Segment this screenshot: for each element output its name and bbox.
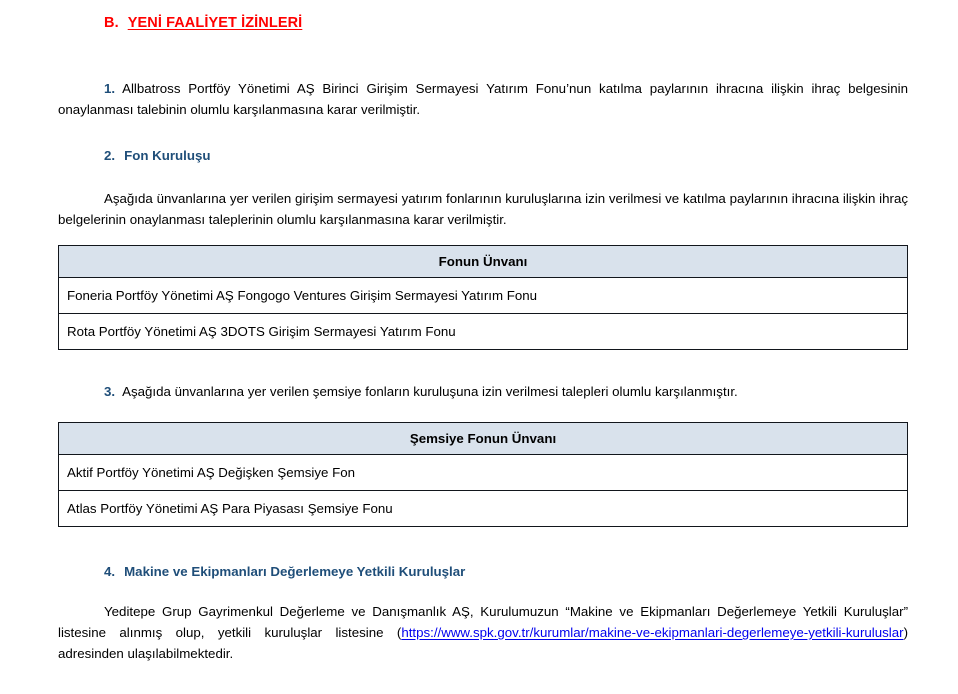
final-paragraph-text-after-link: ) adresinden ulaşılabilmektedir.: [58, 625, 908, 661]
item-text-3: Aşağıda ünvanlarına yer verilen şemsiye fonların kuruluşuna izin verilmesi talepleri olumlu karşılanmıştır.: [122, 384, 738, 399]
item-text-1: Allbatross Portföy Yönetimi AŞ Birinci Girişim Sermayesi Yatırım Fonu’nun katılma paylarının ihracına ilişkin ihraç belgesinin onaylanması talebinin olumlu karşılanmasına karar verilmiştir.: [58, 81, 908, 117]
final-paragraph-text-before-link: Yeditepe Grup Gayrimenkul Değerleme ve Danışmanlık AŞ, Kurulumuzun “Makine ve Ekipmanları Değerlemeye Yetkili Kuruluşlar” listesine alınmış olup, yetkili kuruluşlar listesine (: [58, 604, 908, 640]
item-number-2: 2.: [104, 148, 116, 163]
paragraph-item-4: [58, 601, 908, 664]
paragraph-item-3: [58, 381, 908, 402]
section-heading: [104, 15, 302, 31]
table-cell: Aktif Portföy Yönetimi AŞ Değişken Şemsiye Fon: [59, 455, 908, 491]
table-header-cell: Şemsiye Fonun Ünvanı: [59, 423, 908, 455]
item-number-3: 3.: [104, 384, 116, 399]
table-cell: Rota Portföy Yönetimi AŞ 3DOTS Girişim Sermayesi Yatırım Fonu: [59, 314, 908, 350]
table-row: [59, 491, 908, 527]
sub-heading-item-4: [104, 564, 465, 579]
table-header-cell: Fonun Ünvanı: [59, 246, 908, 278]
section-title: YENİ FAALİYET İZİNLERİ: [127, 15, 303, 31]
item-heading-4: Makine ve Ekipmanları Değerlemeye Yetkili Kuruluşlar: [124, 564, 466, 579]
table-semsiye-fonun-unvani: [58, 422, 908, 527]
table-row: [59, 455, 908, 491]
table-header-row: [59, 246, 908, 278]
table-fonun-unvani: [58, 245, 908, 350]
item-heading-2: Fon Kuruluşu: [124, 148, 211, 163]
spk-kurumlar-link[interactable]: https://www.spk.gov.tr/kurumlar/makine-ve-ekipmanlari-degerlemeye-yetkili-kuruluslar: [401, 625, 904, 640]
table-cell: Atlas Portföy Yönetimi AŞ Para Piyasası Şemsiye Fonu: [59, 491, 908, 527]
sub-heading-item-2: [104, 148, 211, 163]
table-row: [59, 314, 908, 350]
paragraph-item-2: [58, 188, 908, 230]
table-row: [59, 278, 908, 314]
section-letter: B.: [104, 15, 119, 31]
table-header-row: [59, 423, 908, 455]
paragraph-item-1: [58, 78, 908, 120]
item-text-2: Aşağıda ünvanlarına yer verilen girişim sermayesi yatırım fonlarının kuruluşlarına izin verilmesi ve katılma paylarının ihracına ilişkin ihraç belgelerinin onaylanması taleplerinin olumlu karşılanmasına karar verilmiştir.: [58, 191, 908, 227]
table-cell: Foneria Portföy Yönetimi AŞ Fongogo Ventures Girişim Sermayesi Yatırım Fonu: [59, 278, 908, 314]
item-number-1: 1.: [104, 81, 116, 96]
item-number-4: 4.: [104, 564, 116, 579]
